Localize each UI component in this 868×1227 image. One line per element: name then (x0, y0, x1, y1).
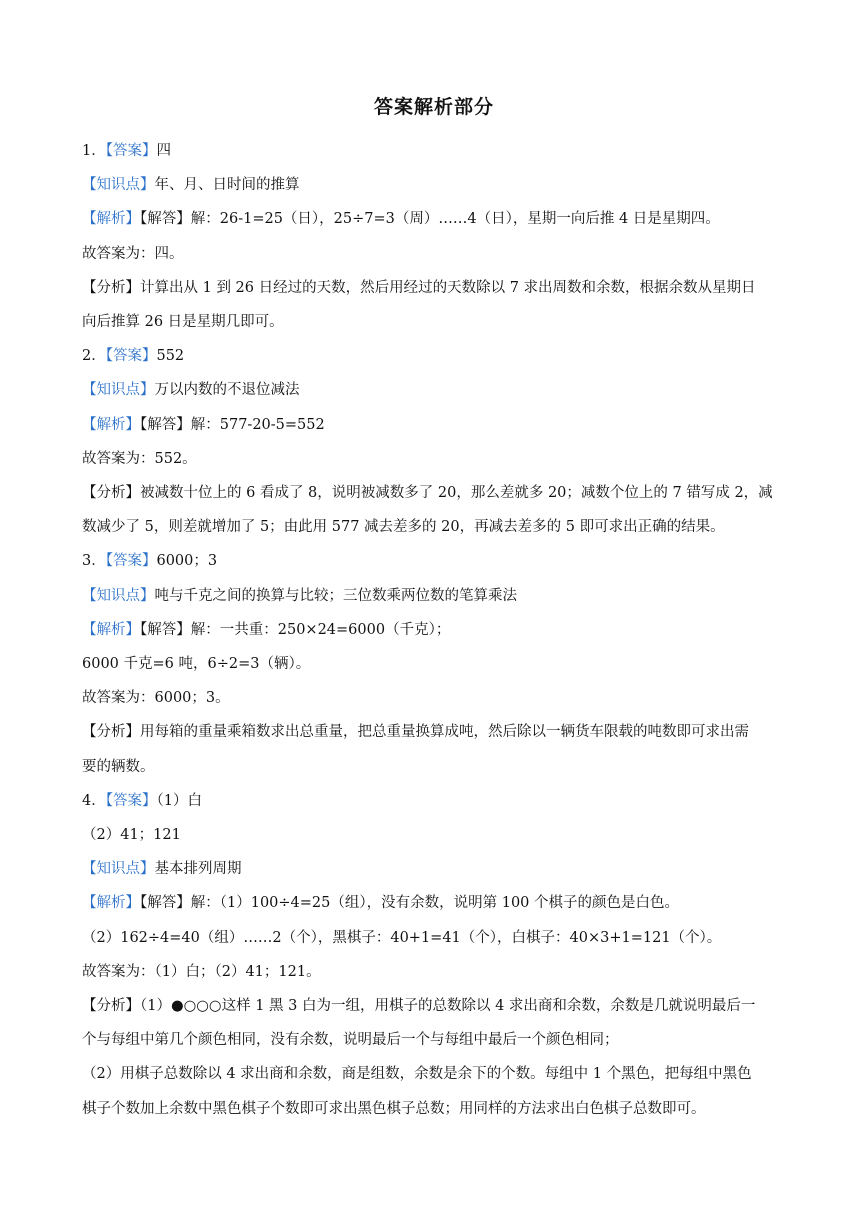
solve-tag: 【解答】 (140, 416, 191, 433)
solution-line (82, 408, 822, 442)
solve-tag: 【解答】 (140, 211, 191, 228)
answer-tag: 【答案】 (105, 553, 157, 570)
knowledge-line (82, 852, 822, 886)
knowledge-text: 吨与千克之间的换算与比较；三位数乘两位数的笔算乘法 (154, 587, 517, 604)
analysis-tag: 【分析】 (82, 485, 140, 502)
page-title: 答案解析部分 (373, 96, 494, 118)
explanation-tag: 【解析】 (82, 416, 140, 433)
analysis-line: （2）用棋子总数除以 4 求出商和余数，商是组数，余数是余下的个数。每组中 1 个黑色，把每组中黑色 (82, 1066, 752, 1083)
explanation-tag: 【解析】 (82, 895, 140, 912)
conclusion-line: 故答案为：552。 (82, 450, 197, 467)
knowledge-tag: 【知识点】 (82, 861, 155, 878)
knowledge-tag: 【知识点】 (82, 177, 155, 194)
question-number: 4． (82, 792, 106, 809)
knowledge-tag: 【知识点】 (82, 587, 155, 604)
answer-line (82, 339, 822, 373)
answer-tag: 【答案】 (105, 792, 157, 809)
answer-line (82, 134, 822, 168)
solution-text: 解：577-20-5=552 (190, 416, 325, 433)
answer-text: 552 (156, 348, 185, 365)
knowledge-text: 基本排列周期 (154, 861, 242, 878)
analysis-tag: 【分析】 (82, 724, 140, 741)
solution-line: 6000 千克=6 吨，6÷2=3（辆）。 (82, 656, 311, 673)
answer-extra-line: （2）41；121 (82, 827, 181, 844)
answer-tag: 【答案】 (105, 143, 157, 159)
analysis-line: 要的辆数。 (82, 758, 155, 775)
analysis-line: 向后推算 26 日是星期几即可。 (82, 314, 284, 331)
question-4 (82, 784, 822, 1126)
analysis-line (82, 715, 822, 749)
analysis-line (82, 989, 822, 1023)
answer-content (82, 134, 822, 1126)
knowledge-text: 万以内数的不退位减法 (154, 382, 300, 399)
solve-tag: 【解答】 (140, 621, 191, 638)
question-number: 2． (82, 348, 106, 365)
knowledge-line (82, 373, 822, 407)
answer-text: 四 (156, 143, 171, 159)
conclusion-line: 故答案为：（1）白；（2）41；121。 (82, 963, 321, 980)
solution-line (82, 202, 822, 236)
question-1 (82, 134, 822, 339)
answer-line (82, 544, 822, 578)
analysis-text: 被减数十位上的 6 看成了 8，说明被减数多了 20，那么差就多 20；减数个位上的 7 错写成 2，减 (140, 485, 773, 502)
answer-tag: 【答案】 (105, 348, 157, 365)
analysis-text: 用每箱的重量乘箱数求出总重量，把总重量换算成吨，然后除以一辆货车限载的吨数即可求出需 (140, 724, 749, 741)
solution-line: （2）162÷4=40（组）……2（个），黑棋子：40+1=41（个），白棋子：40×3+1=121（个）。 (82, 929, 722, 946)
solution-text: 解：一共重：250×24=6000（千克）； (190, 621, 451, 638)
analysis-text: （1）●○○○这样 1 黑 3 白为一组，用棋子的总数除以 4 求出商和余数，余数是几就说明最后一 (140, 998, 756, 1015)
solve-tag: 【解答】 (140, 895, 191, 912)
analysis-line: 个与每组中第几个颜色相同，没有余数，说明最后一个与每组中最后一个颜色相同； (82, 1032, 619, 1049)
question-number: 1． (82, 143, 106, 159)
question-2 (82, 339, 822, 544)
conclusion-line: 故答案为：四。 (82, 245, 184, 262)
solution-line (82, 886, 822, 920)
question-number: 3． (82, 553, 106, 570)
solution-text: 解：（1）100÷4=25（组），没有余数，说明第 100 个棋子的颜色是白色。 (190, 895, 680, 912)
analysis-tag: 【分析】 (82, 279, 140, 296)
analysis-tag: 【分析】 (82, 998, 140, 1015)
analysis-line: 数减少了 5，则差就增加了 5；由此用 577 减去差多的 20，再减去差多的 5 即可求出正确的结果。 (82, 519, 725, 536)
explanation-tag: 【解析】 (82, 621, 140, 638)
answer-line (82, 784, 822, 818)
answer-text: 6000；3 (156, 553, 218, 570)
analysis-text: 计算出从 1 到 26 日经过的天数，然后用经过的天数除以 7 求出周数和余数，根据余数从星期日 (140, 279, 756, 296)
solution-text: 解：26-1=25（日），25÷7=3（周）……4（日），星期一向后推 4 日是星期四。 (190, 211, 720, 228)
question-3 (82, 544, 822, 783)
analysis-line (82, 271, 822, 305)
solution-line (82, 613, 822, 647)
knowledge-line (82, 168, 822, 202)
answer-text: （1）白 (156, 792, 202, 809)
knowledge-tag: 【知识点】 (82, 382, 155, 399)
knowledge-text: 年、月、日时间的推算 (154, 177, 300, 194)
knowledge-line (82, 579, 822, 613)
conclusion-line: 故答案为：6000；3。 (82, 690, 230, 707)
explanation-tag: 【解析】 (82, 211, 140, 228)
analysis-line: 棋子个数加上余数中黑色棋子个数即可求出黑色棋子总数；用同样的方法求出白色棋子总数即可。 (82, 1100, 706, 1117)
analysis-line (82, 476, 822, 510)
